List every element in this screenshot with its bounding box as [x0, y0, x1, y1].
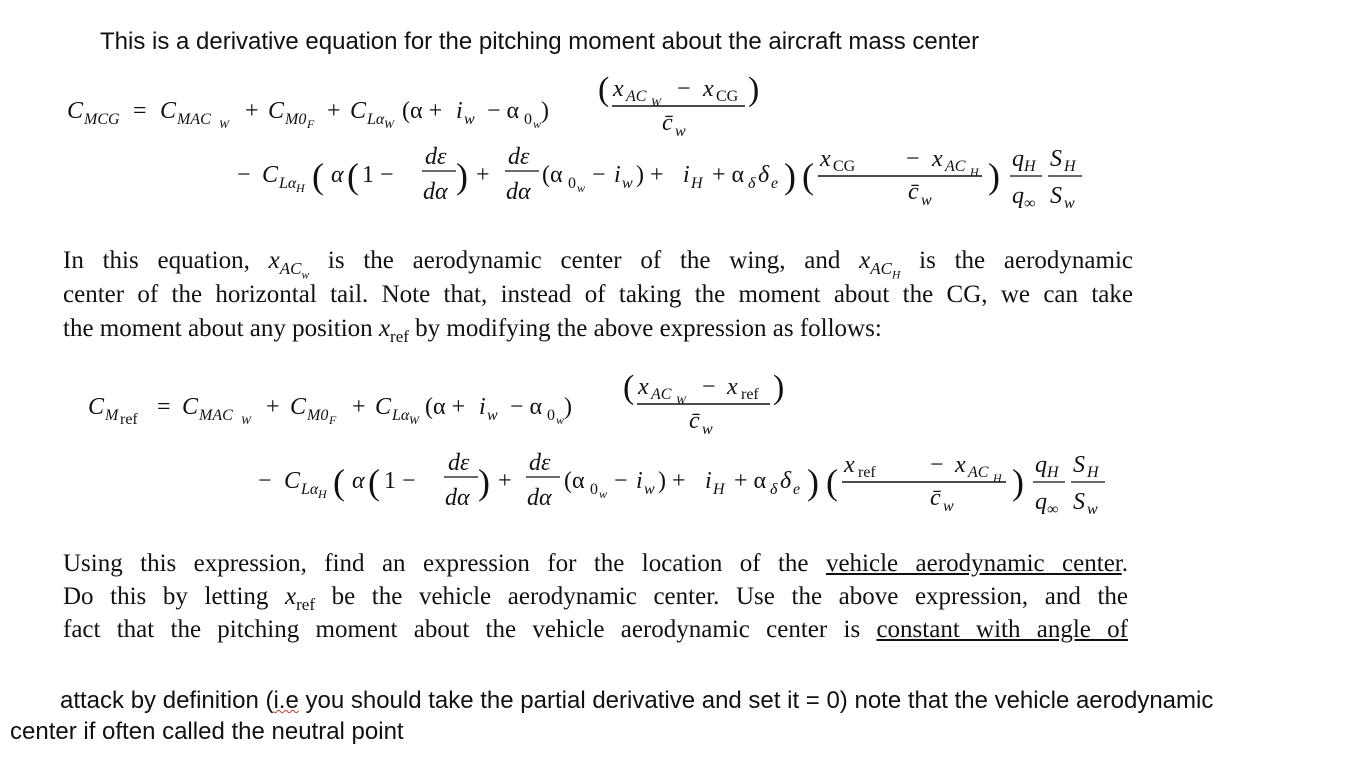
ac-subscript: AC — [870, 259, 893, 278]
svg-text:ref: ref — [741, 386, 759, 403]
svg-text:Lα: Lα — [279, 175, 297, 192]
svg-text:dα: dα — [527, 485, 552, 511]
p2-text-d: be the vehicle aerodynamic center. Use the above expression, and the — [314, 583, 1128, 610]
svg-text:=: = — [157, 394, 171, 420]
equation-2-line-2 — [258, 450, 1105, 518]
svg-text:W: W — [219, 117, 229, 131]
p2-text-c: Do this by letting — [63, 583, 285, 610]
svg-text:c̄: c̄ — [908, 179, 919, 205]
equation-1-line-2 — [237, 144, 1082, 212]
svg-text:q: q — [1012, 146, 1024, 172]
svg-text:x: x — [932, 146, 943, 172]
svg-text:x: x — [638, 374, 649, 400]
svg-text:x: x — [613, 76, 624, 102]
svg-text:w: w — [464, 111, 475, 128]
svg-text:AC: AC — [651, 386, 672, 403]
svg-text:(: ( — [802, 156, 814, 196]
svg-text:w: w — [487, 407, 498, 424]
x-symbol: x — [378, 315, 391, 342]
svg-text:δ: δ — [780, 468, 792, 494]
svg-text:δ: δ — [758, 162, 770, 188]
svg-text:W: W — [241, 413, 251, 427]
p1-text-d: the moment about any position — [63, 315, 379, 342]
x-symbol: x — [859, 247, 871, 274]
x-symbol: x — [268, 247, 280, 274]
paragraph-2-line-2 — [63, 580, 1128, 613]
spellcheck-ie: i.e — [273, 687, 299, 714]
svg-text:F: F — [329, 413, 337, 427]
svg-text:q: q — [1012, 183, 1024, 209]
svg-text:i: i — [683, 162, 690, 188]
svg-text:): ) — [988, 156, 1000, 196]
svg-text:H: H — [1047, 464, 1059, 481]
svg-text:i: i — [479, 394, 486, 420]
svg-text:M: M — [105, 407, 119, 424]
x-ref-symbol — [285, 583, 315, 614]
equation-2-line-1 — [88, 369, 784, 438]
p1-text-a: In this equation, — [63, 247, 269, 274]
svg-text:): ) — [456, 156, 468, 196]
svg-text:−: − — [702, 374, 716, 400]
svg-text:C: C — [290, 394, 307, 420]
ref-subscript: ref — [390, 327, 409, 346]
svg-text:H: H — [691, 175, 703, 192]
svg-text:+ α: + α — [712, 162, 745, 188]
svg-text:x: x — [955, 452, 966, 478]
p2-text-a: Using this expression, find an expression for the location of the — [63, 550, 826, 577]
svg-text:S: S — [1050, 146, 1062, 172]
svg-text:0: 0 — [590, 481, 598, 498]
svg-text:H: H — [713, 481, 725, 498]
svg-text:W: W — [676, 393, 686, 407]
svg-text:): ) — [807, 462, 819, 502]
svg-text:1 −: 1 − — [384, 468, 416, 494]
svg-text:): ) — [748, 71, 760, 108]
svg-text:x: x — [844, 452, 855, 478]
svg-text:+: + — [498, 468, 512, 494]
svg-text:): ) — [541, 98, 549, 124]
svg-text:w: w — [599, 487, 608, 501]
paragraph-2 — [63, 547, 1128, 646]
svg-text:i: i — [614, 162, 621, 188]
svg-text:dε: dε — [508, 144, 530, 170]
svg-text:w: w — [921, 192, 932, 209]
svg-text:S: S — [1073, 489, 1085, 515]
svg-text:i: i — [636, 468, 643, 494]
svg-text:C: C — [350, 98, 367, 124]
svg-text:dε: dε — [425, 144, 447, 170]
svg-text:H: H — [296, 181, 305, 195]
svg-text:CG: CG — [716, 88, 739, 105]
paragraph-1-line-2: center of the horizontal tail. Note that, instead of taking the moment about the CG, we can take — [63, 281, 1133, 308]
svg-text:(: ( — [623, 369, 635, 406]
svg-text:(: ( — [368, 462, 380, 502]
svg-text:x: x — [820, 146, 831, 172]
svg-text:w: w — [1087, 501, 1098, 518]
svg-text:dε: dε — [529, 450, 551, 476]
svg-text:(α +: (α + — [402, 98, 443, 124]
paragraph-1 — [63, 244, 1133, 346]
svg-text:) +: ) + — [658, 468, 686, 494]
svg-text:MCG: MCG — [84, 111, 120, 128]
svg-text:w: w — [943, 498, 954, 515]
svg-text:(α +: (α + — [425, 394, 466, 420]
svg-text:α: α — [352, 468, 365, 494]
svg-text:− α: − α — [487, 98, 520, 124]
svg-text:): ) — [564, 394, 572, 420]
svg-text:−: − — [906, 146, 920, 172]
svg-text:e: e — [771, 175, 779, 192]
svg-text:e: e — [793, 481, 801, 498]
x-ac-h-symbol — [859, 247, 901, 282]
svg-text:−: − — [258, 468, 272, 494]
svg-text:+: + — [327, 98, 341, 124]
svg-text:0: 0 — [568, 175, 576, 192]
svg-text:dα: dα — [423, 179, 448, 205]
svg-text:x: x — [703, 76, 714, 102]
svg-text:w: w — [556, 413, 565, 427]
svg-text:M0: M0 — [285, 111, 307, 128]
svg-text:w: w — [622, 175, 633, 192]
svg-text:w: w — [533, 117, 542, 131]
svg-text:(: ( — [347, 156, 359, 196]
footer-text-a: attack by definition ( — [60, 687, 274, 714]
svg-text:C: C — [182, 394, 199, 420]
svg-text:q: q — [1035, 452, 1047, 478]
p1-text-e: by modifying the above expression as follows: — [408, 315, 882, 342]
svg-text:C: C — [88, 394, 105, 420]
ref-subscript: ref — [296, 595, 315, 614]
svg-text:H: H — [1087, 464, 1099, 481]
svg-text:W: W — [384, 117, 394, 131]
equation-1-line-1 — [67, 71, 759, 140]
svg-text:c̄: c̄ — [662, 110, 673, 136]
svg-text:C: C — [268, 98, 285, 124]
svg-text:): ) — [784, 156, 796, 196]
svg-text:W: W — [409, 413, 419, 427]
svg-text:H: H — [1064, 158, 1076, 175]
svg-text:Lα: Lα — [392, 407, 410, 424]
svg-text:+: + — [266, 394, 280, 420]
svg-text:C: C — [284, 468, 301, 494]
svg-text:∞: ∞ — [1024, 195, 1036, 212]
svg-text:δ: δ — [770, 481, 778, 498]
p2-text-e: fact that the pitching moment about the vehicle aerodynamic center is — [63, 616, 877, 643]
svg-text:S: S — [1073, 452, 1085, 478]
svg-text:w: w — [702, 421, 713, 438]
heading: This is a derivative equation for the pitching moment about the aircraft mass center — [100, 28, 980, 55]
svg-text:0: 0 — [524, 111, 532, 128]
p2-text-b: . — [1121, 550, 1128, 577]
svg-text:dα: dα — [506, 179, 531, 205]
svg-text:Lα: Lα — [301, 481, 319, 498]
svg-text:): ) — [478, 462, 490, 502]
svg-text:H: H — [318, 487, 327, 501]
svg-text:dα: dα — [445, 485, 470, 511]
svg-text:q: q — [1035, 489, 1047, 515]
svg-text:F: F — [307, 117, 315, 131]
svg-text:ref: ref — [120, 411, 138, 428]
svg-text:(: ( — [333, 462, 345, 502]
footer-text — [10, 685, 1310, 747]
p1-text-c: is the aerodynamic — [900, 247, 1133, 274]
svg-text:i: i — [705, 468, 712, 494]
svg-text:α: α — [331, 162, 344, 188]
svg-text:−: − — [237, 162, 251, 188]
paragraph-2-line-3 — [63, 613, 1128, 646]
svg-text:(α: (α — [542, 162, 563, 188]
svg-text:W: W — [651, 95, 661, 109]
x-ref-symbol — [378, 315, 409, 346]
x-ac-w-symbol — [268, 247, 310, 282]
svg-text:H: H — [970, 165, 979, 179]
svg-text:w: w — [577, 181, 586, 195]
svg-text:=: = — [133, 98, 147, 124]
svg-text:−: − — [614, 468, 628, 494]
svg-text:+: + — [245, 98, 259, 124]
svg-text:Lα: Lα — [367, 111, 385, 128]
paragraph-1-line-1 — [63, 244, 1133, 282]
svg-text:H: H — [1024, 158, 1036, 175]
svg-text:1 −: 1 − — [362, 162, 394, 188]
vehicle-aerodynamic-center-underlined: vehicle aerodynamic center — [825, 550, 1122, 577]
svg-text:MAC: MAC — [177, 111, 211, 128]
svg-text:H: H — [993, 471, 1002, 485]
h-subscript: H — [892, 268, 901, 282]
svg-text:i: i — [456, 98, 463, 124]
svg-text:∞: ∞ — [1047, 501, 1059, 518]
svg-text:−: − — [930, 452, 944, 478]
svg-text:S: S — [1050, 183, 1062, 209]
paragraph-2-line-1 — [63, 547, 1128, 580]
x-symbol: x — [285, 583, 297, 610]
constant-with-angle-underlined: constant with angle of — [876, 616, 1128, 643]
svg-text:(α: (α — [564, 468, 585, 494]
svg-text:ref: ref — [858, 464, 876, 481]
svg-text:+: + — [476, 162, 490, 188]
svg-text:dε: dε — [448, 450, 470, 476]
svg-text:− α: − α — [510, 394, 543, 420]
svg-text:−: − — [592, 162, 606, 188]
svg-text:(: ( — [598, 71, 610, 108]
svg-text:w: w — [675, 123, 686, 140]
svg-text:x: x — [727, 374, 738, 400]
svg-text:MAC: MAC — [199, 407, 233, 424]
svg-text:w: w — [644, 481, 655, 498]
p1-text-b: is the aerodynamic center of the wing, and — [309, 247, 860, 274]
ac-subscript: AC — [279, 259, 302, 278]
svg-text:c̄: c̄ — [689, 408, 700, 434]
paragraph-1-line-3 — [63, 312, 1133, 346]
svg-text:C: C — [262, 162, 279, 188]
svg-text:AC: AC — [945, 158, 966, 175]
svg-text:C: C — [160, 98, 177, 124]
svg-text:): ) — [1012, 462, 1024, 502]
svg-text:C: C — [67, 98, 84, 124]
svg-text:+ α: + α — [734, 468, 767, 494]
footer-line-1 — [10, 685, 1310, 716]
footer-line-2: center if often called the neutral point — [10, 718, 404, 745]
svg-text:AC: AC — [626, 88, 647, 105]
footer-text-b: you should take the partial derivative and set it = 0) note that the vehicle aerodynamic — [298, 687, 1214, 714]
svg-text:C: C — [375, 394, 392, 420]
svg-text:−: − — [677, 76, 691, 102]
svg-text:AC: AC — [968, 464, 989, 481]
svg-text:): ) — [773, 369, 785, 406]
svg-text:δ: δ — [748, 175, 756, 192]
svg-text:(: ( — [826, 462, 838, 502]
svg-text:c̄: c̄ — [930, 485, 941, 511]
svg-text:) +: ) + — [636, 162, 664, 188]
svg-text:+: + — [352, 394, 366, 420]
svg-text:w: w — [1064, 195, 1075, 212]
w-subscript: w — [301, 268, 310, 282]
svg-text:(: ( — [312, 156, 324, 196]
equation-1-line-1-text — [0, 0, 1, 1]
svg-text:CG: CG — [833, 158, 856, 175]
svg-text:M0: M0 — [307, 407, 329, 424]
svg-text:0: 0 — [547, 407, 555, 424]
